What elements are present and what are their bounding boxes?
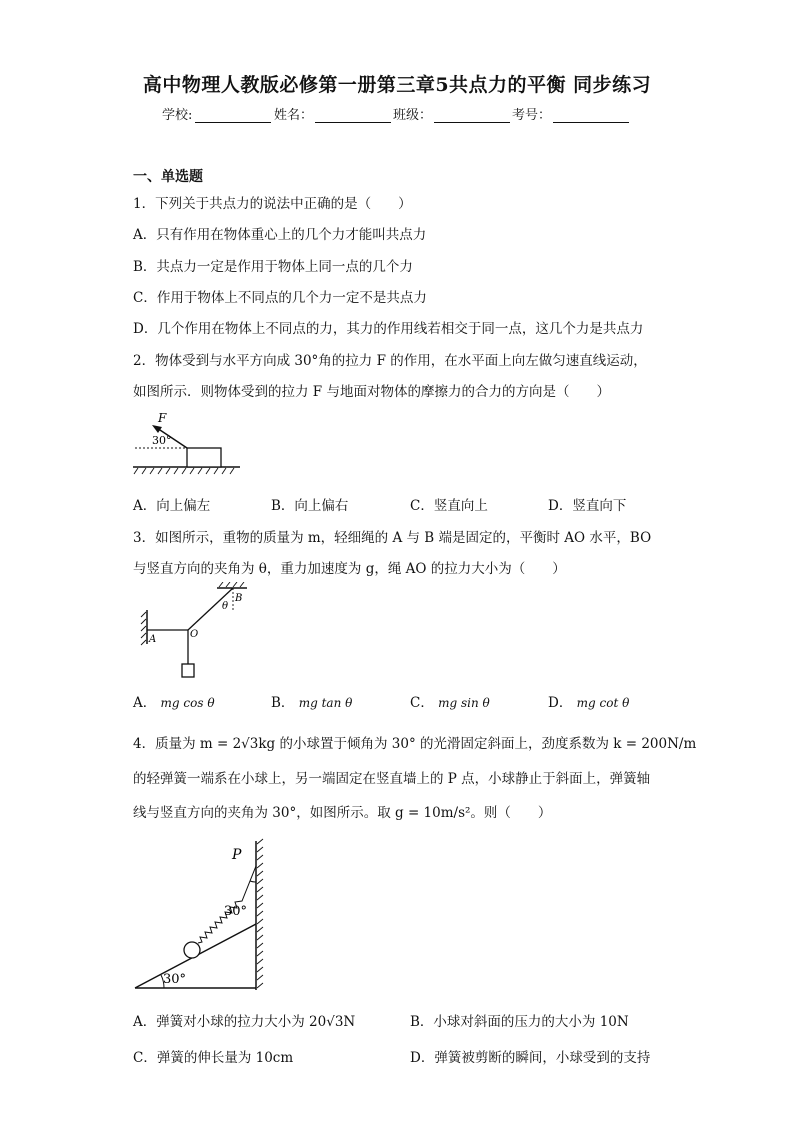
q4-stem-line2: 的轻弹簧一端系在小球上，另一端固定在竖直墙上的 P 点，小球静止于斜面上，弹簧轴 (133, 771, 651, 787)
q4-stem-line1: 4．质量为 m = 2√3kg 的小球置于倾角为 30° 的光滑固定斜面上，劲度系数为 k = 200N/m (133, 736, 697, 752)
school-label: 学校: (162, 108, 193, 123)
name-label: 姓名： (274, 108, 314, 123)
q4-option-d[interactable]: D．弹簧被剪断的瞬间，小球受到的支持 (410, 1050, 651, 1066)
class-label: 班级： (393, 108, 433, 123)
q2-ground-hatch (134, 468, 234, 474)
q2-force-arrowhead (152, 425, 162, 433)
q3-stem-line1: 3．如图所示，重物的质量为 m，轻细绳的 A 与 B 端是固定的，平衡时 AO 水平，BO (133, 530, 652, 546)
q3-option-c-expr: mg sin θ (438, 696, 490, 710)
q4-ball (184, 942, 200, 958)
q3-fig-label-a: A (149, 634, 157, 645)
name-blank[interactable] (315, 106, 391, 125)
q1-option-a[interactable]: A．只有作用在物体重心上的几个力才能叫共点力 (133, 227, 427, 243)
q4-option-b[interactable]: B．小球对斜面的压力的大小为 10N (410, 1014, 629, 1030)
q2-option-b[interactable]: B．向上偏右 (271, 498, 349, 514)
q1-option-b[interactable]: B．共点力一定是作用于物体上同一点的几个力 (133, 259, 413, 275)
q3-left-wall-hatch (141, 612, 146, 645)
q4-fig-label-angle-bottom: 30° (163, 972, 187, 987)
q3-fig-label-theta: θ (222, 601, 229, 612)
q2-option-d[interactable]: D．竖直向下 (548, 498, 627, 514)
q3-weight (182, 664, 194, 677)
q3-option-d[interactable] (548, 691, 629, 711)
q3-option-b-expr: mg tan θ (298, 696, 353, 710)
exam-no-label: 考号： (512, 108, 552, 123)
q3-ceiling-hatch (219, 582, 244, 587)
q2-stem-line2: 如图所示．则物体受到的拉力 F 与地面对物体的摩擦力的合力的方向是（ ） (133, 384, 610, 400)
q3-option-b-letter: B． (271, 695, 295, 711)
q3-stem-line2: 与竖直方向的夹角为 θ，重力加速度为 g，绳 AO 的拉力大小为（ ） (133, 561, 566, 577)
q4-figure (130, 838, 275, 996)
q4-fig-label-p: P (232, 847, 242, 863)
q4-wall-hatch (257, 839, 263, 988)
q2-fig-label-angle: 30° (152, 434, 172, 447)
q3-fig-label-b: B (235, 593, 243, 604)
q1-option-c[interactable]: C．作用于物体上不同点的几个力一定不是共点力 (133, 290, 427, 306)
q3-option-b[interactable] (271, 691, 352, 711)
q3-option-a[interactable] (133, 691, 215, 711)
q2-option-c[interactable]: C．竖直向上 (410, 498, 488, 514)
q4-option-c[interactable]: C．弹簧的伸长量为 10cm (133, 1050, 294, 1066)
q2-stem-line1: 2．物体受到与水平方向成 30°角的拉力 F 的作用，在水平面上向左做匀速直线运动， (133, 353, 647, 369)
q3-option-a-expr: mg cos θ (160, 696, 215, 710)
exam-no-blank[interactable] (553, 106, 629, 125)
section-title: 一、单选题 (133, 169, 203, 185)
q4-fig-label-angle-top: 30° (224, 904, 248, 919)
q4-angle-arc-top (250, 881, 256, 882)
q3-fig-label-o: O (190, 629, 199, 640)
q4-option-a[interactable]: A．弹簧对小球的拉力大小为 20√3N (133, 1014, 356, 1030)
q1-option-d[interactable]: D．几个作用在物体上不同点的力，其力的作用线若相交于同一点，这几个力是共点力 (133, 321, 644, 337)
q2-fig-label-f: F (158, 411, 167, 425)
q3-option-a-letter: A． (133, 695, 157, 711)
q4-stem-line3: 线与竖直方向的夹角为 30°，如图所示。取 g = 10m/s²。则（ ） (133, 805, 552, 821)
q2-figure (130, 408, 245, 478)
q2-block (187, 448, 221, 467)
q2-option-a[interactable]: A．向上偏左 (133, 498, 211, 514)
class-blank[interactable] (434, 106, 510, 125)
school-blank[interactable] (195, 106, 271, 125)
q1-stem: 1．下列关于共点力的说法中正确的是（ ） (133, 196, 412, 212)
page-title: 高中物理人教版必修第一册第三章5共点力的平衡 同步练习 (142, 74, 652, 96)
q3-option-c-letter: C． (410, 695, 434, 711)
q3-option-c[interactable] (410, 691, 490, 711)
q3-figure (135, 582, 255, 682)
q3-option-d-letter: D． (548, 695, 573, 711)
q3-option-d-expr: mg cot θ (576, 696, 630, 710)
